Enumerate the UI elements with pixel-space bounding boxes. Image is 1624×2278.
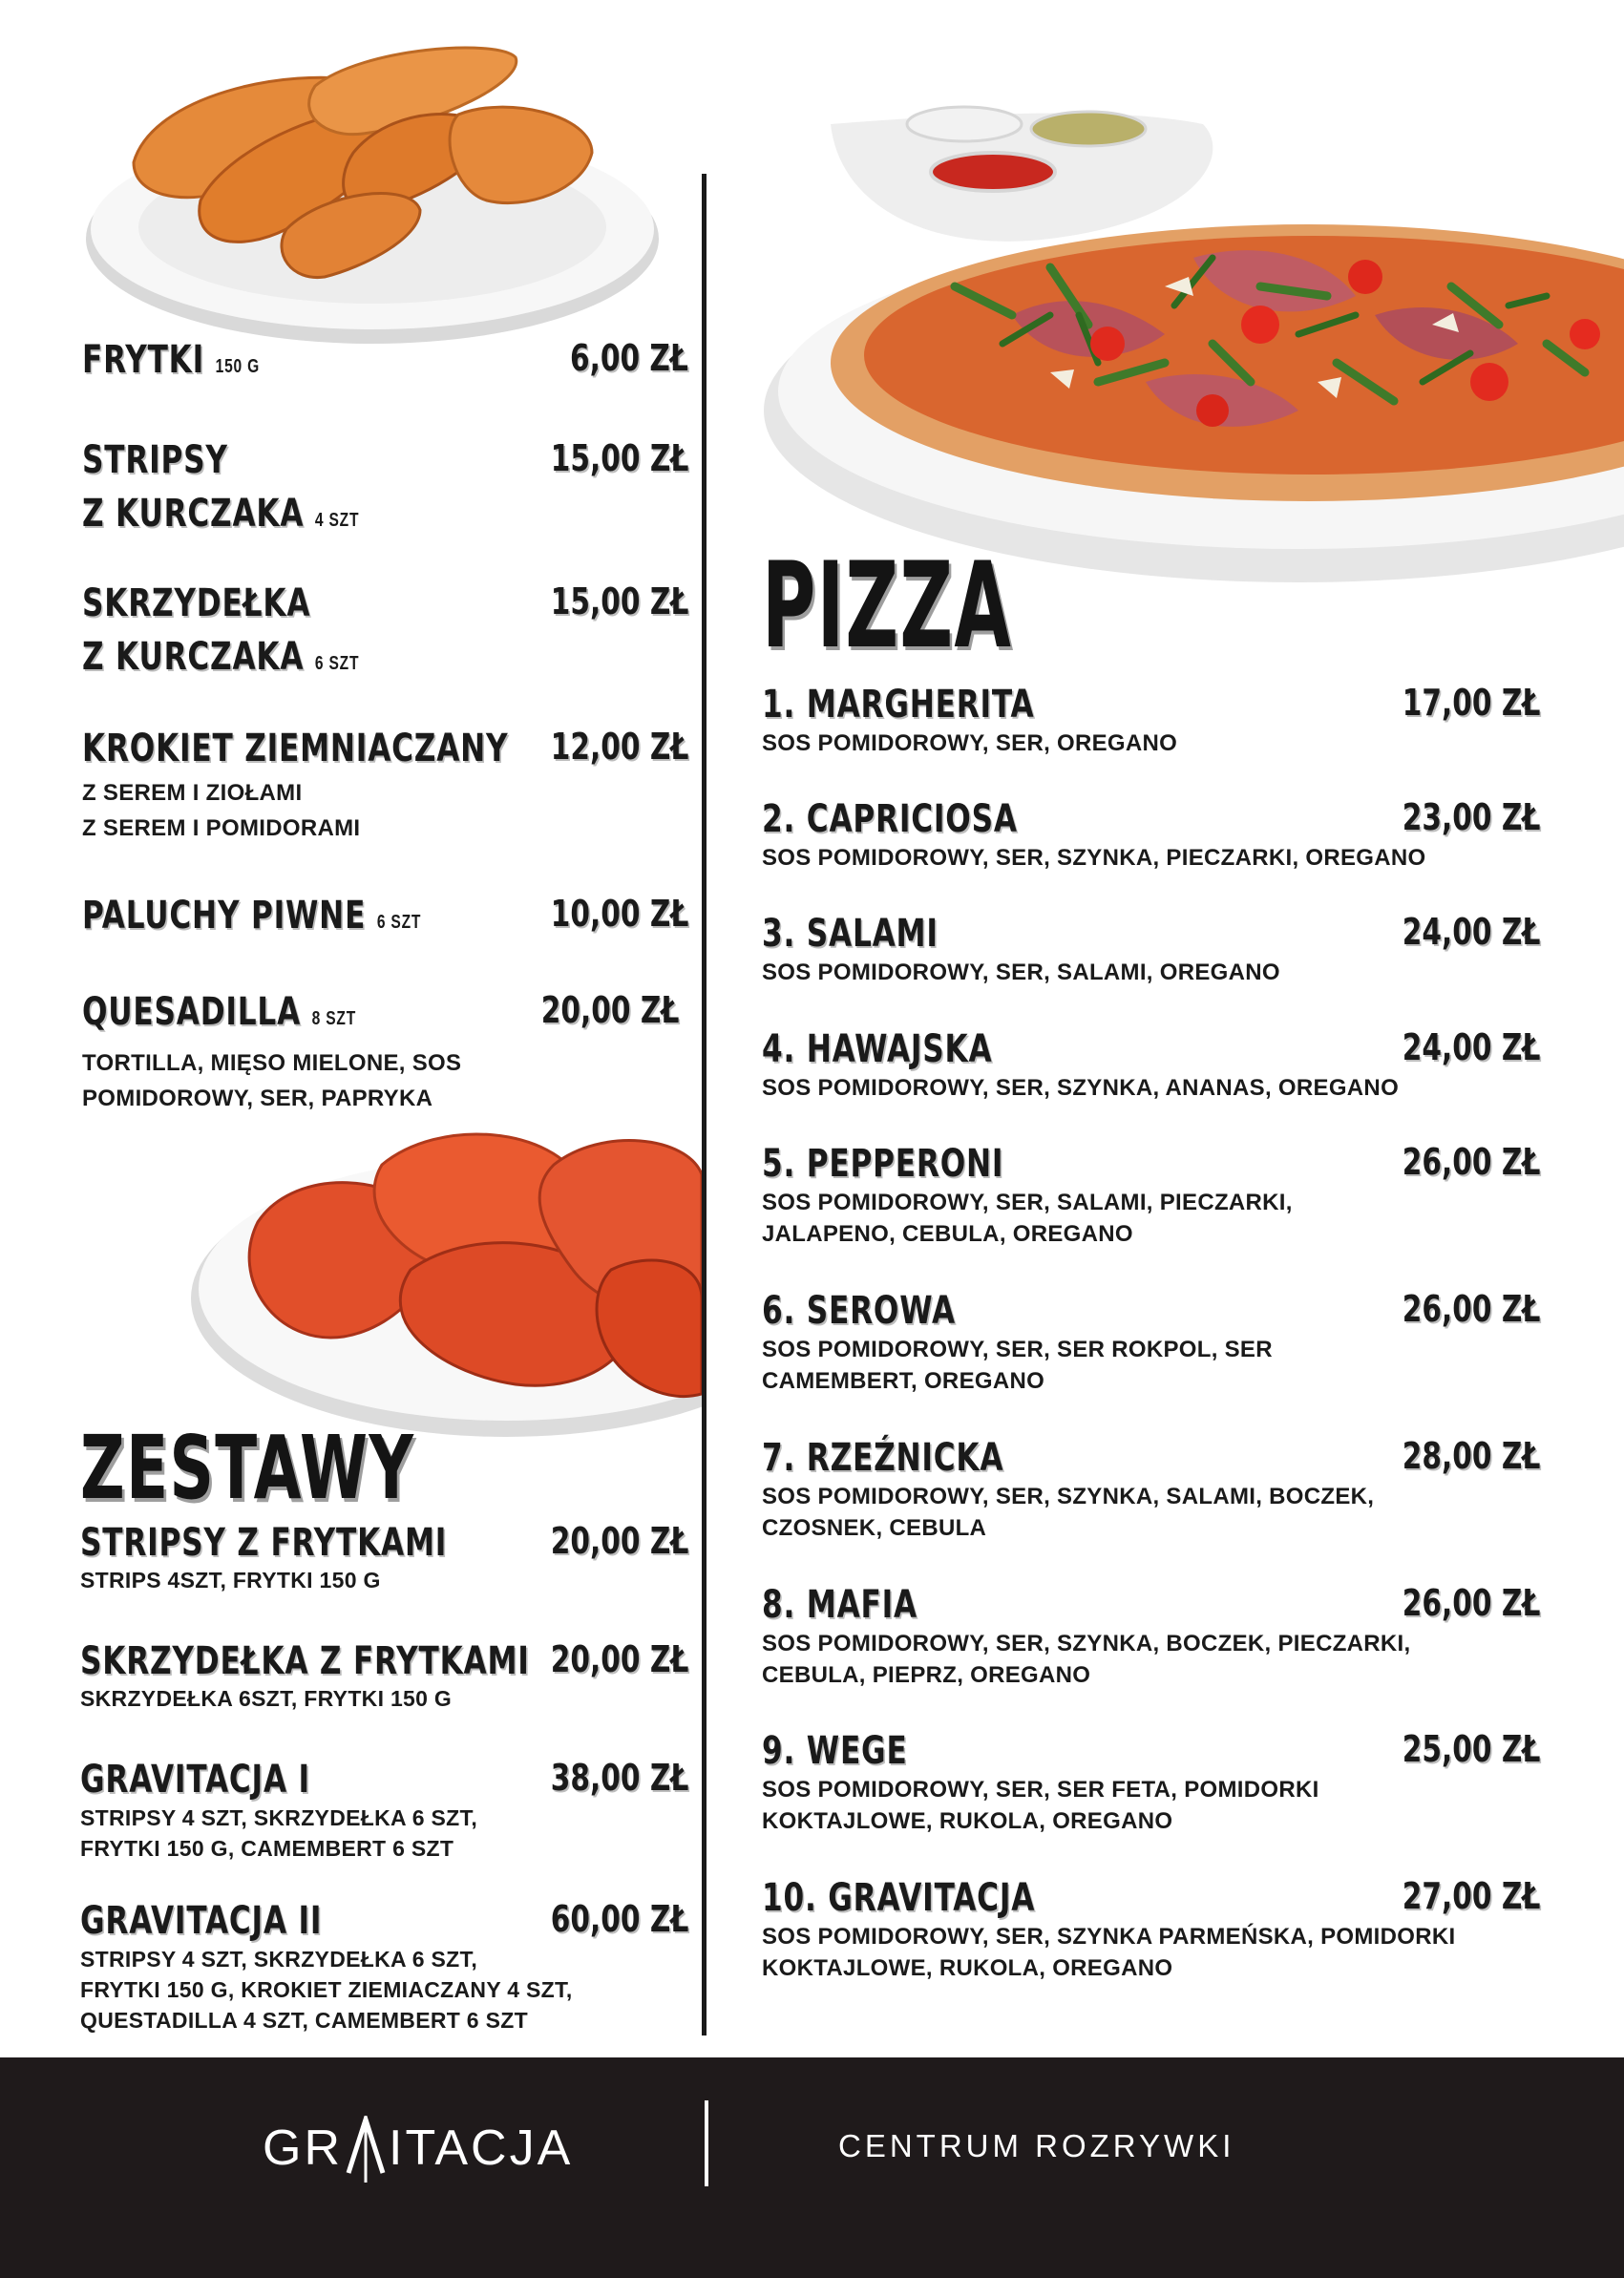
item-name: FRYTKI 150 G <box>82 338 261 382</box>
pizza-heading: PIZZA <box>762 538 1013 675</box>
item-price: 20,00 ZŁ <box>540 989 679 1031</box>
item-name: PALUCHY PIWNE 6 SZT <box>82 894 422 938</box>
item-description: SOS POMIDOROWY, SER, SALAMI, PIECZARKI, <box>762 1190 1293 1215</box>
menu-item-frytki <box>82 337 688 394</box>
item-description: FRYTKI 150 G, KROKIET ZIEMIACZANY 4 SZT, <box>80 1977 573 2002</box>
item-description: STRIPS 4SZT, FRYTKI 150 G <box>80 1568 381 1592</box>
item-price: 15,00 ZŁ <box>550 580 688 622</box>
item-price: 23,00 ZŁ <box>1402 796 1540 838</box>
gravitacja-logo: GR ITACJA <box>263 2120 573 2177</box>
item-description: Z SEREM I ZIOŁAMI <box>82 780 303 806</box>
item-price: 6,00 ZŁ <box>570 337 688 379</box>
item-description: FRYTKI 150 G, CAMEMBERT 6 SZT <box>80 1836 454 1861</box>
item-description: KOKTAJLOWE, RUKOLA, OREGANO <box>762 1955 1173 1981</box>
logo-arrow-icon <box>345 2116 387 2184</box>
item-description: STRIPSY 4 SZT, SKRZYDEŁKA 6 SZT, <box>80 1947 478 1972</box>
item-description: CZOSNEK, CEBULA <box>762 1515 987 1541</box>
item-description: JALAPENO, CEBULA, OREGANO <box>762 1221 1133 1247</box>
item-description: Z SEREM I POMIDORAMI <box>82 815 361 841</box>
menu-item-skrzydelka <box>82 580 688 686</box>
item-name: 3. SALAMI <box>762 912 939 956</box>
item-name: SKRZYDEŁKA <box>82 581 311 625</box>
pizza-item-rzeznicka <box>762 1435 1540 1550</box>
item-price: 10,00 ZŁ <box>550 893 688 935</box>
footer-bar <box>0 2057 1624 2278</box>
item-price: 12,00 ZŁ <box>550 726 688 768</box>
item-price: 24,00 ZŁ <box>1402 911 1540 953</box>
item-name: 10. GRAVITACJA <box>762 1876 1036 1920</box>
pizza-item-gravitacja <box>762 1875 1540 1990</box>
item-description: SOS POMIDOROWY, SER, OREGANO <box>762 730 1178 756</box>
item-description: SOS POMIDOROWY, SER, SER FETA, POMIDORKI <box>762 1777 1319 1803</box>
item-price: 26,00 ZŁ <box>1402 1288 1540 1330</box>
item-description: CEBULA, PIEPRZ, OREGANO <box>762 1662 1091 1688</box>
item-description: SOS POMIDOROWY, SER, SZYNKA, BOCZEK, PIECZARKI, <box>762 1631 1411 1656</box>
item-name: GRAVITACJA I <box>80 1758 310 1802</box>
chicken-strips-photo <box>76 38 668 353</box>
chicken-wings-photo <box>191 1107 702 1451</box>
item-name: 7. RZEŹNICKA <box>762 1436 1004 1480</box>
column-divider <box>702 174 707 2035</box>
pizza-item-pepperoni <box>762 1141 1540 1255</box>
item-price: 28,00 ZŁ <box>1402 1435 1540 1477</box>
menu-item-stripsy <box>82 437 688 542</box>
pizza-item-mafia <box>762 1582 1540 1697</box>
item-description: SOS POMIDOROWY, SER, SZYNKA, ANANAS, OREGANO <box>762 1075 1400 1101</box>
item-name: 1. MARGHERITA <box>762 683 1035 727</box>
item-description: POMIDOROWY, SER, PAPRYKA <box>82 1086 433 1111</box>
sets-heading: ZESTAWY <box>80 1417 415 1519</box>
item-name: 4. HAWAJSKA <box>762 1027 993 1071</box>
item-price: 60,00 ZŁ <box>550 1898 688 1940</box>
footer-tagline: CENTRUM ROZRYWKI <box>838 2128 1235 2163</box>
item-price: 25,00 ZŁ <box>1402 1728 1540 1770</box>
item-name: STRIPSY Z FRYTKAMI <box>80 1521 448 1565</box>
pizza-item-salami <box>762 911 1540 997</box>
item-description: TORTILLA, MIĘSO MIELONE, SOS <box>82 1050 462 1076</box>
item-description: SOS POMIDOROWY, SER, SZYNKA, PIECZARKI, OREGANO <box>762 845 1426 871</box>
set-item-gravitacja-1 <box>80 1757 688 1871</box>
pizza-item-serowa <box>762 1288 1540 1403</box>
item-description: STRIPSY 4 SZT, SKRZYDEŁKA 6 SZT, <box>80 1805 478 1830</box>
item-description: QUESTADILLA 4 SZT, CAMEMBERT 6 SZT <box>80 2008 528 2033</box>
item-name-line2: Z KURCZAKA 6 SZT <box>82 635 360 679</box>
item-price: 38,00 ZŁ <box>550 1757 688 1799</box>
footer-separator <box>705 2100 708 2186</box>
item-price: 24,00 ZŁ <box>1402 1026 1540 1068</box>
item-name: 2. CAPRICIOSA <box>762 797 1018 841</box>
pizza-item-margherita <box>762 682 1540 768</box>
item-name: STRIPSY <box>82 438 228 482</box>
item-price: 26,00 ZŁ <box>1402 1141 1540 1183</box>
menu-item-krokiet <box>82 726 688 850</box>
item-price: 15,00 ZŁ <box>550 437 688 479</box>
pizza-item-wege <box>762 1728 1540 1843</box>
item-name: 5. PEPPERONI <box>762 1142 1004 1186</box>
item-description: KOKTAJLOWE, RUKOLA, OREGANO <box>762 1808 1173 1834</box>
item-name: KROKIET ZIEMNIACZANY <box>82 727 509 770</box>
item-description: SOS POMIDOROWY, SER, SER ROKPOL, SER <box>762 1337 1273 1362</box>
pizza-photo <box>764 95 1624 592</box>
item-description: SOS POMIDOROWY, SER, SALAMI, OREGANO <box>762 960 1280 985</box>
pizza-item-hawajska <box>762 1026 1540 1112</box>
item-name: QUESADILLA 8 SZT <box>82 990 357 1034</box>
item-price: 20,00 ZŁ <box>550 1520 688 1562</box>
set-item-skrzydelka-frytki <box>80 1638 688 1724</box>
item-price: 27,00 ZŁ <box>1402 1875 1540 1917</box>
item-price: 20,00 ZŁ <box>550 1638 688 1680</box>
item-name: 9. WEGE <box>762 1729 908 1773</box>
set-item-gravitacja-2 <box>80 1898 688 2041</box>
menu-item-quesadilla <box>82 989 688 1113</box>
item-description: SOS POMIDOROWY, SER, SZYNKA PARMEŃSKA, POMIDORKI <box>762 1924 1456 1950</box>
item-price: 17,00 ZŁ <box>1402 682 1540 724</box>
pizza-item-capriciosa <box>762 796 1540 882</box>
item-description: SOS POMIDOROWY, SER, SZYNKA, SALAMI, BOCZEK, <box>762 1484 1375 1509</box>
item-name-line2: Z KURCZAKA 4 SZT <box>82 492 360 536</box>
menu-item-paluchy <box>82 893 688 950</box>
item-description: CAMEMBERT, OREGANO <box>762 1368 1045 1394</box>
item-name: 6. SEROWA <box>762 1289 956 1333</box>
set-item-stripsy-frytki <box>80 1520 688 1606</box>
item-name: GRAVITACJA II <box>80 1899 323 1943</box>
item-name: 8. MAFIA <box>762 1583 917 1627</box>
item-price: 26,00 ZŁ <box>1402 1582 1540 1624</box>
item-name: SKRZYDEŁKA Z FRYTKAMI <box>80 1639 530 1683</box>
item-description: SKRZYDEŁKA 6SZT, FRYTKI 150 G <box>80 1686 453 1711</box>
